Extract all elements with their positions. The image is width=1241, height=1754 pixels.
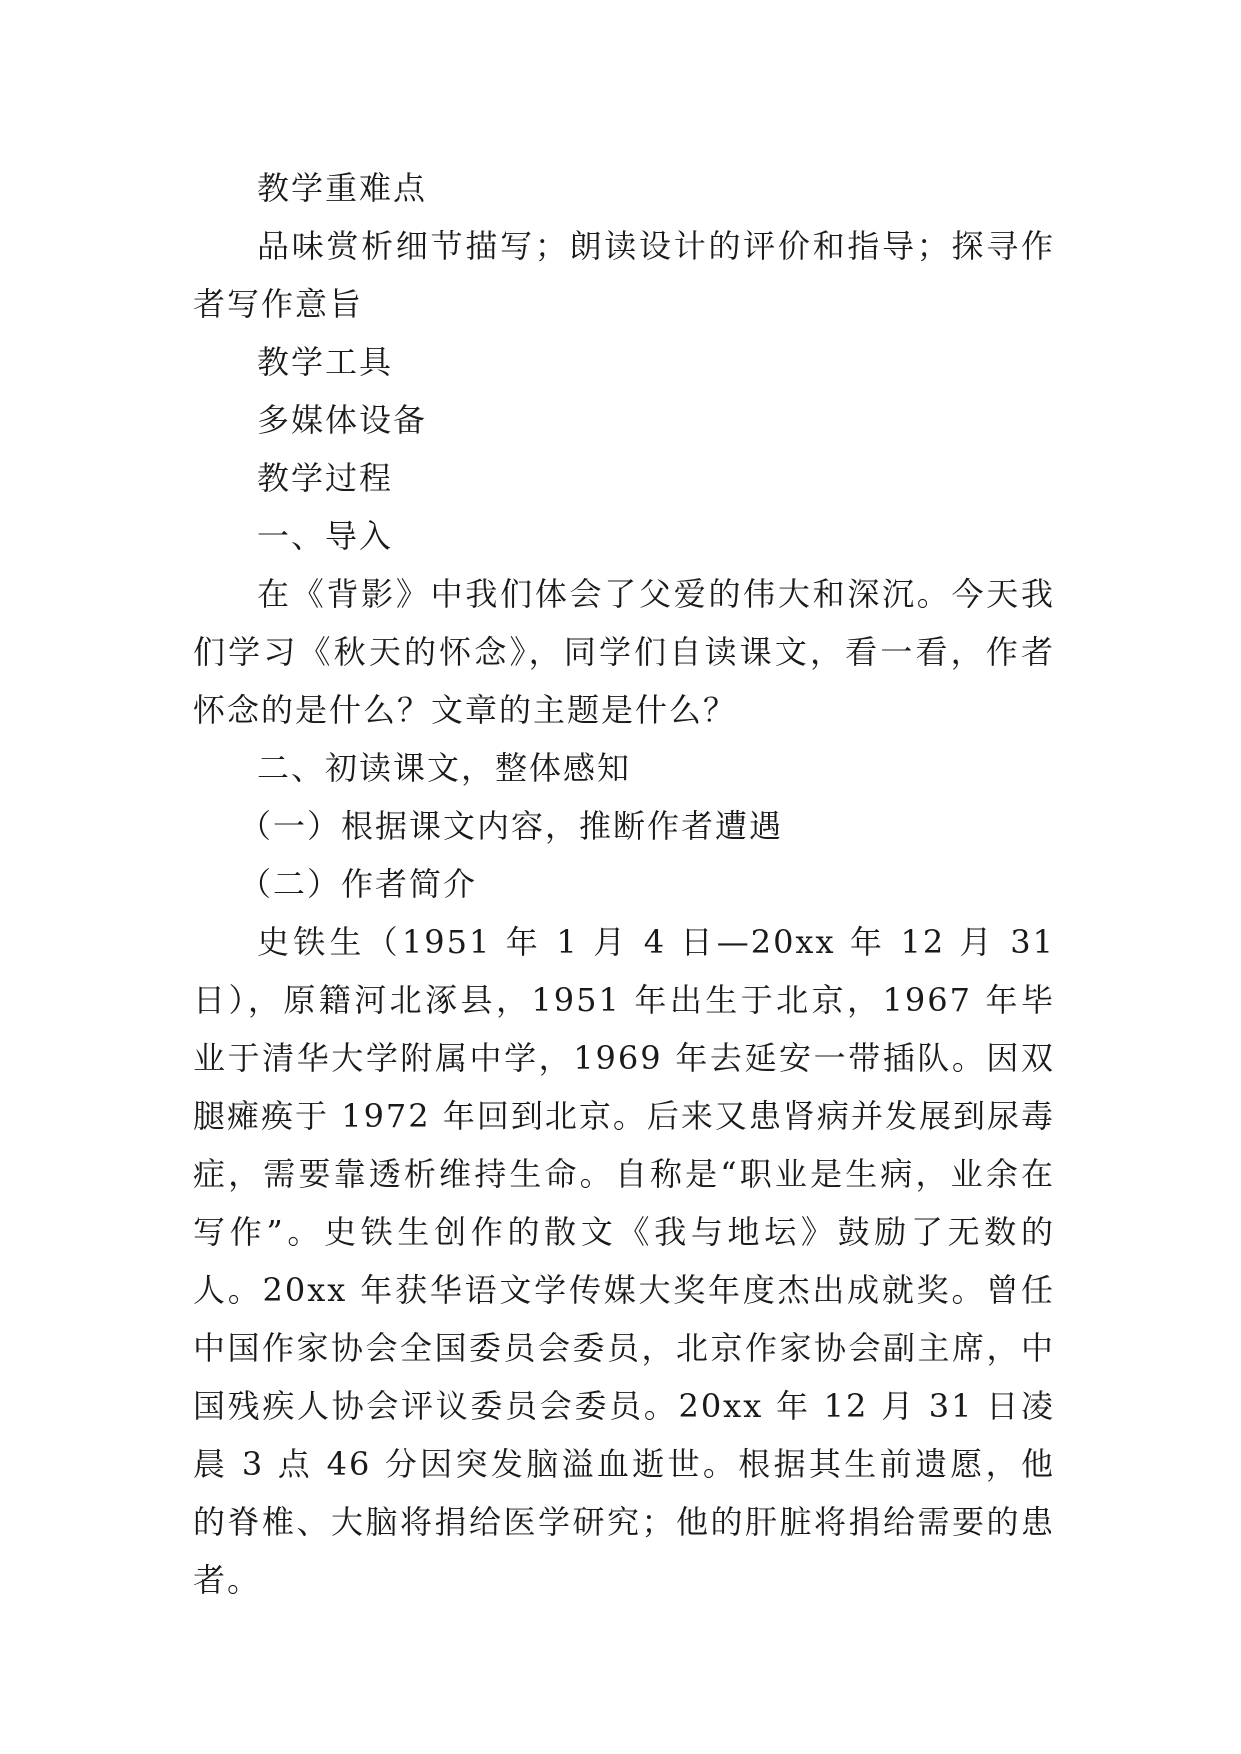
heading-introduction: 一、导入 [257,517,394,555]
heading-first-reading: 二、初读课文，整体感知 [257,749,632,787]
heading-teaching-tools: 教学工具 [257,343,394,381]
paragraph-tools-content: 多媒体设备 [257,401,428,439]
document-body [193,159,1055,1609]
heading-teaching-process: 教学过程 [257,459,394,497]
paragraph-introduction: 在《背影》中我们体会了父爱的伟大和深沉。今天我们学习《秋天的怀念》，同学们自读课文，看一看，作者怀念的是什么？文章的主题是什么？ [193,575,1055,729]
paragraph-difficulties-content: 品味赏析细节描写；朗读设计的评价和指导；探寻作者写作意旨 [193,227,1055,323]
subheading-infer-experience: （一）根据课文内容，推断作者遭遇 [239,807,784,845]
subheading-author-intro: （二）作者简介 [239,865,478,903]
heading-teaching-difficulties: 教学重难点 [257,169,428,207]
paragraph-author-bio: 史铁生（1951 年 1 月 4 日—20xx 年 12 月 31 日），原籍河北涿县，1951 年出生于北京，1967 年毕业于清华大学附属中学，1969 年去延安一带插队。因双腿瘫痪于 1972 年回到北京。后来又患肾病并发展到尿毒症，需要靠透析维持生命。自称是“职业是生病，业余在写作”。史铁生创作的散文《我与地坛》鼓励了无数的人。20xx 年获华语文学传媒大奖年度杰出成就奖。曾任中国作家协会全国委员会委员，北京作家协会副主席，中国残疾人协会评议委员会委员。20xx 年 12 月 31 日凌晨 3 点 46 分因突发脑溢血逝世。根据其生前遗愿，他的脊椎、大脑将捐给医学研究；他的肝脏将捐给需要的患者。 [193,923,1055,1599]
